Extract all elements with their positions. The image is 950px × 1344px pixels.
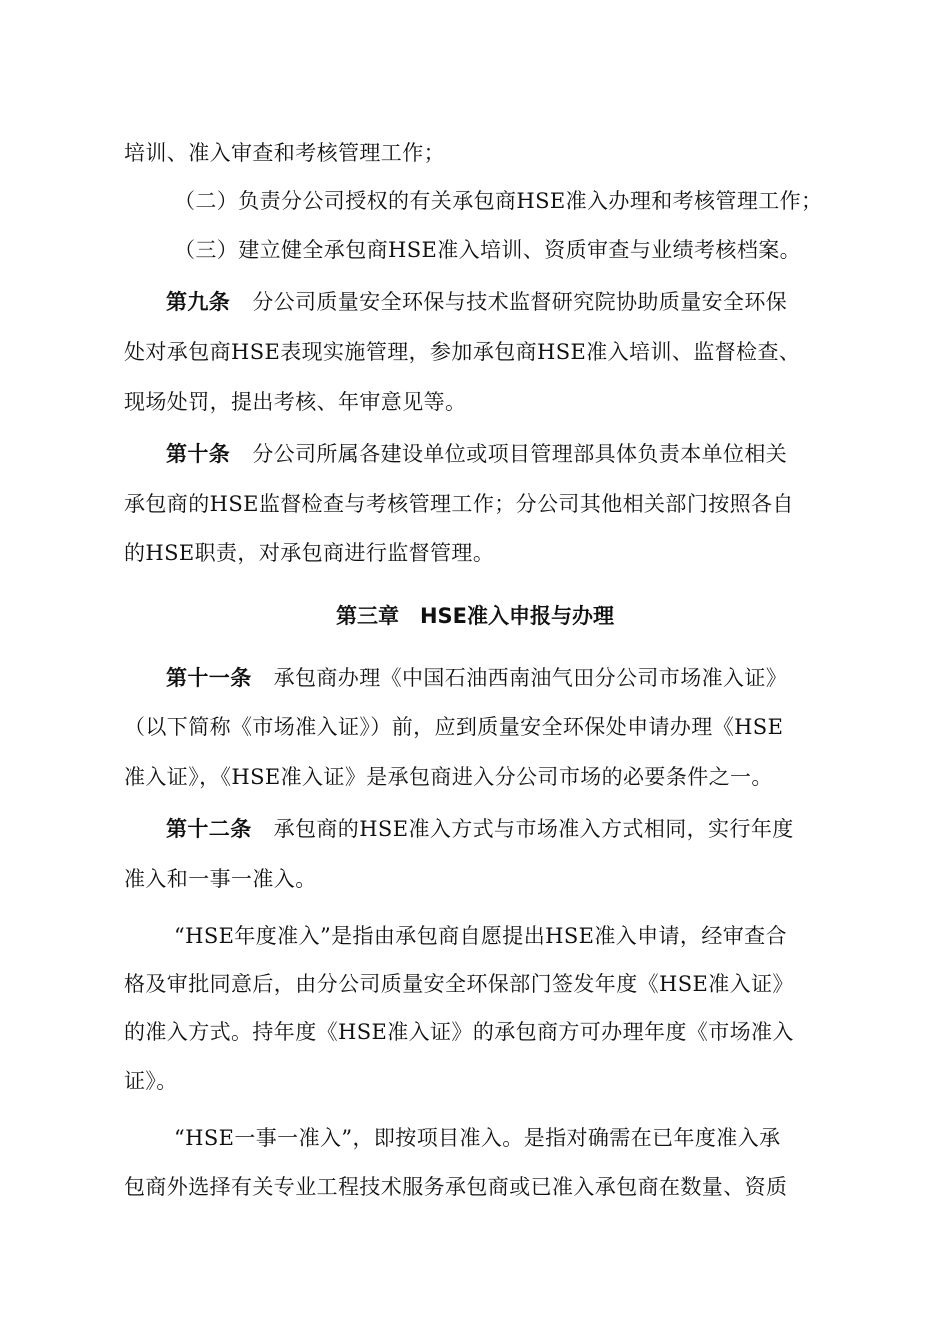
text-line: （以下简称《市场准入证》）前，应到质量安全环保处申请办理《HSE [124,715,784,739]
text-line: 分公司所属各建设单位或项目管理部具体负责本单位相关 [252,442,788,466]
text-line: 承包商的HSE准入方式与市场准入方式相同，实行年度 [273,817,794,841]
article-label: 第九条 [166,290,231,314]
text-line: 承包商的HSE监督检查与考核管理工作；分公司其他相关部门按照各自 [124,492,794,516]
text-line: （三）建立健全承包商HSE准入培训、资质审查与业绩考核档案。 [174,238,802,262]
text-line: “HSE年度准入”是指由承包商自愿提出HSE准入申请，经审查合 [174,924,787,948]
article-label: 第十条 [166,442,231,466]
text-line: 准入和一事一准入。 [124,867,317,891]
article-label: 第十二条 [166,817,252,841]
text-line: 培训、准入审查和考核管理工作； [124,141,445,165]
text-line: 现场处罚，提出考核、年审意见等。 [124,390,467,414]
text-line: “HSE一事一准入”，即按项目准入。是指对确需在已年度准入承 [174,1126,781,1150]
text-line: 的HSE职责，对承包商进行监督管理。 [124,541,495,565]
text-line: 处对承包商HSE表现实施管理，参加承包商HSE准入培训、监督检查、 [124,340,801,364]
text-line: （二）负责分公司授权的有关承包商HSE准入办理和考核管理工作； [174,189,823,213]
text-line: 包商外选择有关专业工程技术服务承包商或已准入承包商在数量、资质 [124,1175,788,1199]
text-line: 的准入方式。持年度《HSE准入证》的承包商方可办理年度《市场准入 [124,1020,794,1044]
paragraph-article-9 [166,287,787,317]
text-line: 分公司质量安全环保与技术监督研究院协助质量安全环保 [252,290,788,314]
paragraph-article-12 [166,814,794,844]
paragraph-article-10 [166,439,787,469]
text-line: 证》。 [124,1069,178,1093]
text-line: 承包商办理《中国石油西南油气田分公司市场准入证》 [273,666,788,690]
text-line: 准入证》，《HSE准入证》是承包商进入分公司市场的必要条件之一。 [124,765,773,789]
text-line: 格及审批同意后，由分公司质量安全环保部门签发年度《HSE准入证》 [124,972,794,996]
paragraph-article-11 [166,663,787,693]
article-label: 第十一条 [166,666,252,690]
chapter-heading: 第三章 HSE准入申报与办理 [335,604,615,628]
